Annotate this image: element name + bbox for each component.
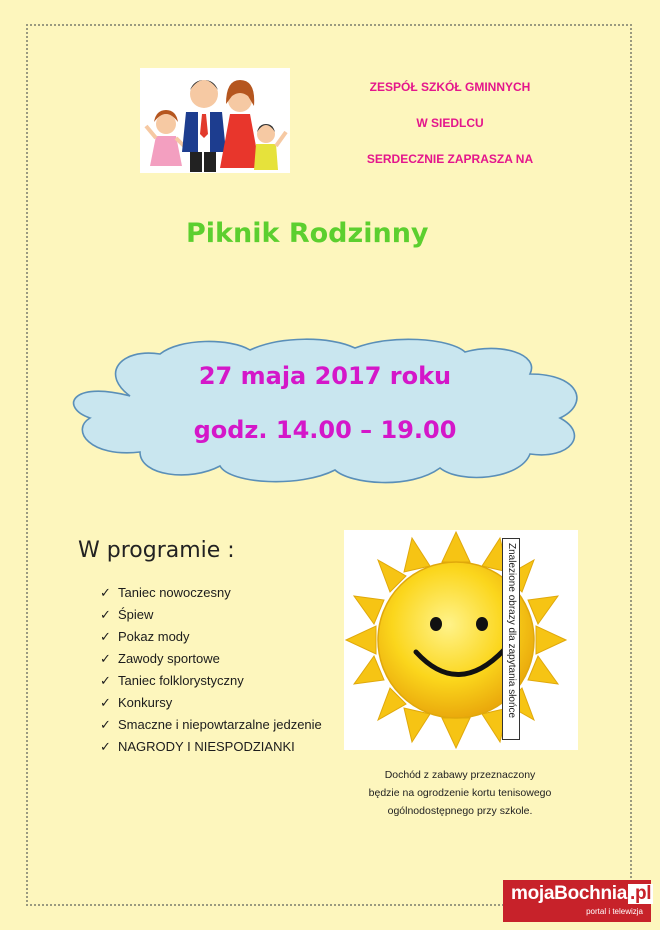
smiling-sun-icon [344, 530, 578, 750]
checkmark-icon: ✓ [100, 585, 111, 600]
footer-line-2: będzie na ogrodzenie kortu tenisowego [368, 787, 552, 799]
cloud-shape [60, 334, 590, 490]
checkmark-icon: ✓ [100, 739, 111, 754]
checkmark-icon: ✓ [100, 695, 111, 710]
program-item-label: Taniec folklorystyczny [118, 673, 244, 688]
list-item [100, 736, 322, 758]
program-item-label: Taniec nowoczesny [118, 585, 231, 600]
program-item-label: Śpiew [118, 607, 154, 622]
list-item [100, 626, 322, 648]
logo-tagline: portal i telewizja [586, 907, 643, 916]
footer-line-3: ogólnodostępnego przy szkole. [387, 805, 533, 817]
program-item-label: Pokaz mody [118, 629, 190, 644]
checkmark-icon: ✓ [100, 717, 111, 732]
date-cloud [60, 334, 590, 490]
program-heading: W programie : [78, 538, 235, 563]
list-item [100, 670, 322, 692]
logo-brand-text: mojaBochnia [511, 883, 627, 904]
list-item [100, 714, 322, 736]
list-item [100, 648, 322, 670]
event-time: godz. 14.00 – 19.00 [193, 416, 457, 444]
header-line-1: ZESPÓŁ SZKÓŁ GMINNYCH [369, 80, 531, 94]
header-line-3: SERDECZNIE ZAPRASZA NA [366, 152, 534, 166]
header-line-2: W SIEDLCU [416, 116, 484, 130]
list-item [100, 692, 322, 714]
logo-brand [511, 883, 653, 905]
list-item [100, 582, 322, 604]
family-illustration [140, 68, 290, 173]
logo-brand-suffix: .pl [630, 883, 652, 904]
watermark-logo [503, 880, 651, 922]
program-item-label: Zawody sportowe [118, 651, 220, 666]
program-item-label: Smaczne i niepowtarzalne jedzenie [118, 717, 322, 732]
checkmark-icon: ✓ [100, 629, 111, 644]
image-caption-text: Znalezione obrazy dla zapytania słońce [506, 543, 517, 719]
footer-line-1: Dochód z zabawy przeznaczony [384, 769, 536, 781]
checkmark-icon: ✓ [100, 673, 111, 688]
checkmark-icon: ✓ [100, 651, 111, 666]
program-item-label: Konkursy [118, 695, 173, 710]
sun-image [344, 530, 578, 750]
checkmark-icon: ✓ [100, 607, 111, 622]
event-title: Piknik Rodzinny [186, 218, 429, 249]
event-date: 27 maja 2017 roku [198, 362, 452, 390]
list-item [100, 604, 322, 626]
program-item-label: NAGRODY I NIESPODZIANKI [118, 739, 295, 754]
program-list [100, 582, 322, 758]
school-header [330, 78, 570, 186]
footer-note [340, 766, 580, 820]
image-caption [502, 538, 520, 740]
